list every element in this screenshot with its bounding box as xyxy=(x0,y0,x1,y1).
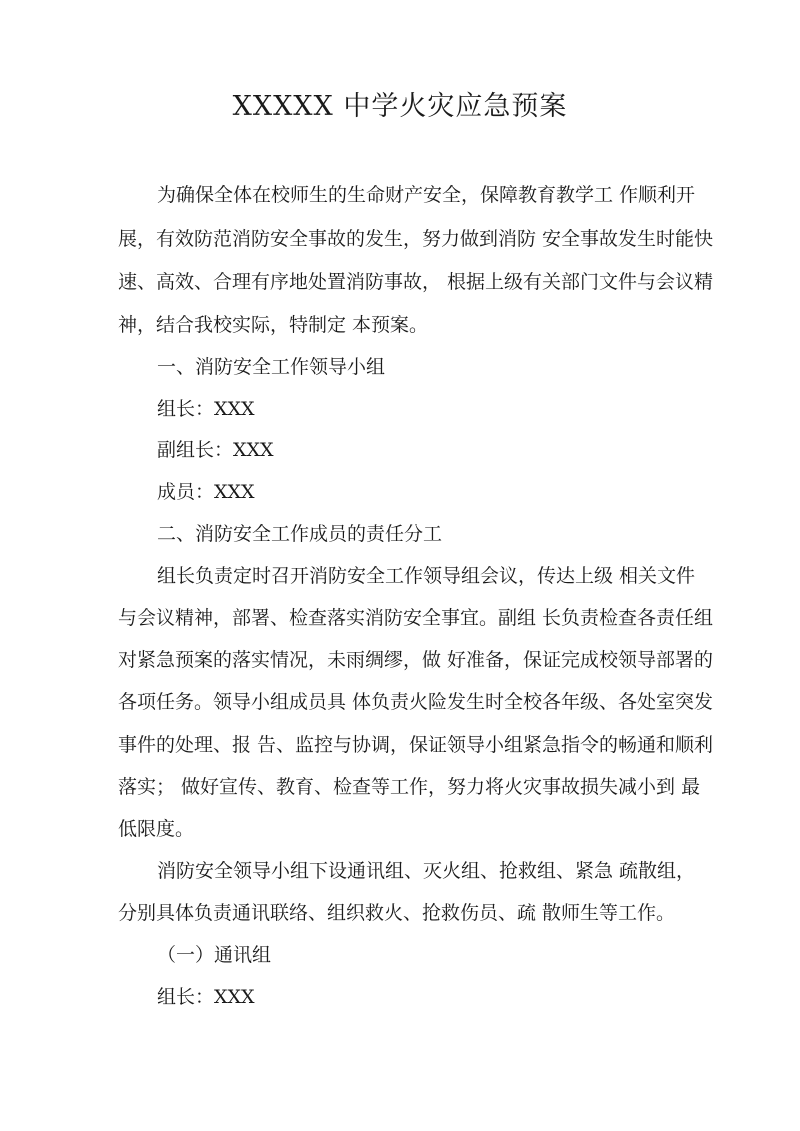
paragraph-line: 组长负责定时召开消防安全工作领导组会议，传达上级 相关文件 xyxy=(157,565,696,587)
paragraph-line: 对紧急预案的落实情况，未雨绸缪，做 好准备，保证完成校领导部署的 xyxy=(118,649,714,671)
paragraph-line: 神，结合我校实际，特制定 本预案。 xyxy=(118,314,429,336)
paragraph-line: 成员：XXX xyxy=(157,481,255,503)
paragraph-line: 落实； 做好宣传、教育、检查等工作，努力将火灾事故损失减小到 最 xyxy=(118,776,701,798)
paragraph-line: 与会议精神，部署、检查落实消防安全事宜。副组 长负责检查各责任组 xyxy=(118,607,714,629)
paragraph-line: 事件的处理、报 告、监控与协调，保证领导小组紧急指令的畅通和顺利 xyxy=(118,734,714,756)
section-heading: （一）通讯组 xyxy=(157,944,272,966)
paragraph-line: 展，有效防范消防安全事故的发生，努力做到消防 安全事故发生时能快 xyxy=(118,228,714,250)
section-heading: 二、消防安全工作成员的责任分工 xyxy=(157,523,443,545)
paragraph-line: 组长：XXX xyxy=(157,398,255,420)
paragraph-line: 分别具体负责通讯联络、组织救火、抢救伤员、疏 散师生等工作。 xyxy=(118,902,676,924)
paragraph-line: 副组长：XXX xyxy=(157,439,274,461)
paragraph-line: 组长：XXX xyxy=(157,986,255,1008)
document-title: XXXXX 中学火灾应急预案 xyxy=(232,91,568,122)
paragraph-line: 消防安全领导小组下设通讯组、灭火组、抢救组、紧急 疏散组， xyxy=(157,860,696,882)
section-heading: 一、消防安全工作领导小组 xyxy=(157,356,386,378)
paragraph-line: 低限度。 xyxy=(118,818,195,840)
paragraph-line: 速、高效、合理有序地处置消防事故， 根据上级有关部门文件与会议精 xyxy=(118,271,714,293)
paragraph-line: 各项任务。领导小组成员具 体负责火险发生时全校各年级、各处室突发 xyxy=(118,691,714,713)
paragraph-line: 为确保全体在校师生的生命财产安全，保障教育教学工 作顺利开 xyxy=(157,184,696,206)
